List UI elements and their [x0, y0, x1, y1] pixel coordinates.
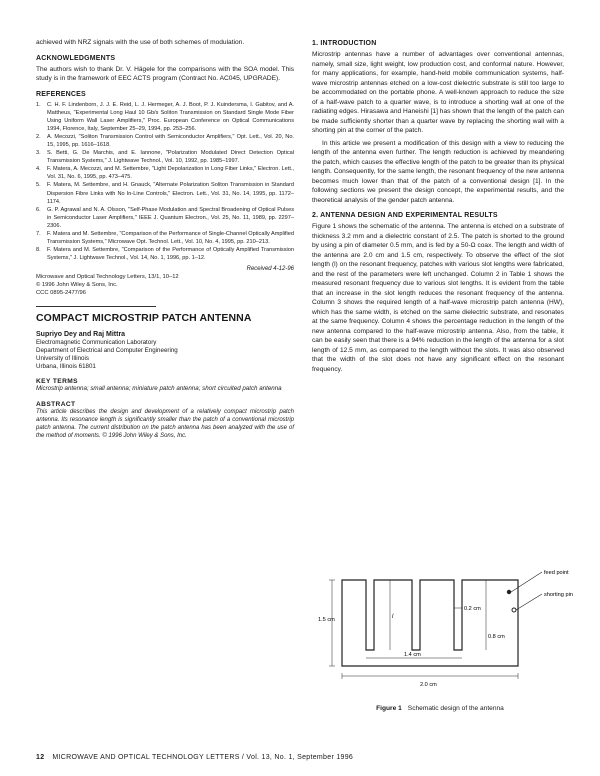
reference-item: 1. C. H. F. Lindenborn, J. J. E. Reid, L. J. Hermeger, A. J. Boot, P. J. Kuindersma, I. Gabitov, and A. Mattheus, "Experimental Long Haul 10 Gb/s Soliton Transmission on Standard Single Mode Fiber Using Uniform Wall Laser Amplifiers," Proc. European Conference on Optical Communications 1994, Florence, Italy, September 25–29, 1994, pp. 253–256. — [36, 101, 294, 132]
page-number: 12 — [36, 754, 45, 761]
antenna-schematic — [316, 558, 573, 698]
shorting-pin-label: shorting pin — [544, 592, 573, 598]
introduction-paragraph: In this article we present a modification of this design with a view to reducing the length of the antenna even further. The length reduction is achieved by meandering the patch, which causes the effective length of the patch to be greater than its physical length. Consequently, for the same length, the resonant frequency of the new antenna becomes much lower than that of the patch of a conventional design [1]. In the following sections we present the design concept, the experimental results, and the theoretical analysis of the gender patch antenna. — [312, 139, 564, 204]
shorting-pin-icon — [512, 608, 516, 612]
publication-info: Microwave and Optical Technology Letters, 13/1, 10–12 © 1996 John Wiley & Sons, Inc. CCC 0895-2477/96 — [36, 274, 179, 296]
received-date: Received 4-12-96 — [246, 266, 294, 273]
reference-item: 4. F. Matera, A. Mecozzi, and M. Settembre, "Light Depolarization in Long Fiber Links," Electron. Lett., Vol. 31, No. 6, 1995, pp. 473–475. — [36, 166, 294, 181]
left-column — [36, 38, 294, 440]
reference-item: 2. A. Mecozzi, "Soliton Transmission Control with Semiconductor Amplifiers," Opt. Lett., Vol. 20, No. 15, 1995, pp. 1616–1618. — [36, 133, 294, 148]
key-terms: Microstrip antenna; small antenna; miniature patch antenna; short circuited patch antenna — [36, 385, 282, 393]
authors: Supriyo Dey and Raj Mittra — [36, 331, 126, 339]
page-footer — [36, 754, 564, 761]
reference-item: 6. G. P. Agrawal and N. A. Olsson, "Self-Phase Modulation and Spectral Broadening of Optical Pulses in Semiconductor Laser Amplifiers," IEEE J. Quantum Electron., Vol. 25, No. 11, 1989, pp. 2297–2306. — [36, 206, 294, 229]
acknowledgments-heading: ACKNOWLEDGMENTS — [36, 54, 116, 62]
reference-item: 7. F. Matera and M. Settembre, "Comparison of the Performance of Single-Channel Optically Amplified Transmission Systems," Microwave Opt. Technol. Lett., Vol. 10, No. 4, 1995, pp. 210–213. — [36, 231, 294, 246]
reference-item: 3. S. Betti, G. De Marchis, and E. Iannone, "Polarization Modulated Direct Detection Optical Transmission Systems," J. Lightwave Technol., Vol. 10, 1992, pp. 1985–1997. — [36, 150, 294, 165]
references-heading: REFERENCES — [36, 90, 86, 98]
slot-length-label: 0.8 cm — [488, 634, 505, 640]
feed-point-label: feed point — [544, 570, 569, 576]
feed-point-icon — [507, 590, 511, 594]
abstract-heading: ABSTRACT — [36, 401, 76, 409]
introduction-paragraph: Microstrip antennas have a number of advantages over conventional antennas, namely, small size, light weight, low production cost, and conformal nature. However, for many applications, for example, hand-held mobile communication systems, half-wave microstrip antennas etched on a low-cost dielectric substrate is still too large to be accommodated on the portable phone. A well-known approach to reduce the size of a half-wave patch to a quarter wave, is to introduce a shorting wall at one of the radiating edges. Hirasawa and Haneishi [1] has shown that the length of the patch can be made sufficiently shorter than a quarter wave by replacing the shorting wall with a shorting pin at the corner of the patch. — [312, 51, 564, 134]
section-divider — [36, 306, 156, 307]
references-list — [36, 101, 294, 263]
affiliation: Electromagnetic Communication Laboratory Department of Electrical and Computer Engineering University of Illinois Urbana, Illinois 61801 — [36, 339, 178, 370]
key-terms-heading: KEY TERMS — [36, 378, 78, 386]
design-heading: 2. ANTENNA DESIGN AND EXPERIMENTAL RESULTS — [312, 212, 498, 219]
prev-article-text: achieved with NRZ signals with the use of both schemes of modulation. — [36, 39, 245, 46]
total-width-label: 2.0 cm — [420, 682, 437, 688]
antenna-schematic-figure — [316, 558, 573, 698]
slot-width-label: 0.2 cm — [464, 606, 481, 612]
introduction-heading: 1. INTRODUCTION — [312, 40, 377, 47]
paper-title: COMPACT MICROSTRIP PATCH ANTENNA — [36, 311, 252, 324]
inner-width-label: 1.4 cm — [404, 652, 421, 658]
slot-l-label: l — [392, 614, 394, 620]
figure-number: Figure 1 — [376, 705, 402, 712]
figure-caption-text: Schematic design of the antenna — [407, 705, 504, 712]
height-label: 1.5 cm — [318, 617, 335, 623]
patch-outline — [342, 580, 518, 666]
journal-citation: MICROWAVE AND OPTICAL TECHNOLOGY LETTERS / Vol. 13, No. 1, September 1996 — [52, 754, 354, 761]
reference-item: 5. F. Matera, M. Settembre, and H. Gnauck, "Alternate Polarization Soliton Transmission in Standard Dispersion Fibre Links with No In-Line Controls," Electron. Lett., Vol. 31, No. 14, 1995, pp. 1172–1174. — [36, 182, 294, 205]
right-column — [312, 38, 564, 374]
design-paragraph: Figure 1 shows the schematic of the antenna. The antenna is etched on a substrate of thickness 3.2 mm and a dielectric constant of 2.5. The patch is shorted to the ground by using a pin of diameter 0.5 mm, and is fed by a 50-Ω coax. The length and width of the antenna are 2.0 cm and 1.5 cm, respectively. To observe the effect of the slot length (l) on the resonant frequency, patches with various slot lengths were fabricated, and the rest of the parameters were left unchanged. Column 2 in Table 1 shows the measured resonant frequency due to various slot lengths. It is evident from the table that an increase in the slot length reduces the resonant frequency of the antenna. Column 3 shows the required length of a half-wave microstrip patch antenna (HW), which has the same width, is etched on the same dielectric substrate, and resonates at the same frequency. Column 4 shows the percentage reduction in the length of the new antenna compared to the half-wave microstrip antenna. Also, from the table, it can be easily seen that there is a 94% reduction in the length of the antenna for a slot length of 12.5 mm, as compared to the length without the slots. It was also observed that the width of the slot does not have any significant effect on the resonant frequency. — [312, 223, 564, 373]
figure-caption — [316, 705, 564, 712]
reference-item: 8. F. Matera and M. Settembre, "Comparison of the Performance of Optically Amplified Transmission Systems," J. Lightwave Technol., Vol. 14, No. 1, 1996, pp. 1–12. — [36, 247, 294, 262]
acknowledgments-text: The authors wish to thank Dr. V. Hägele for the comparisons with the SOA model. This study is in the framework of EEC ACTS program (Contract No. AC045, UPGRADE). — [36, 65, 294, 82]
abstract-text: This article describes the design and development of a relatively compact microstrip patch antenna. Its resonance length is significantly smaller than the patch of a conventional microstrip patch antenna. The current distribution on the patch antenna has been analyzed with the use of the method of moments. © 1996 John Wiley & Sons, Inc. — [36, 409, 294, 440]
